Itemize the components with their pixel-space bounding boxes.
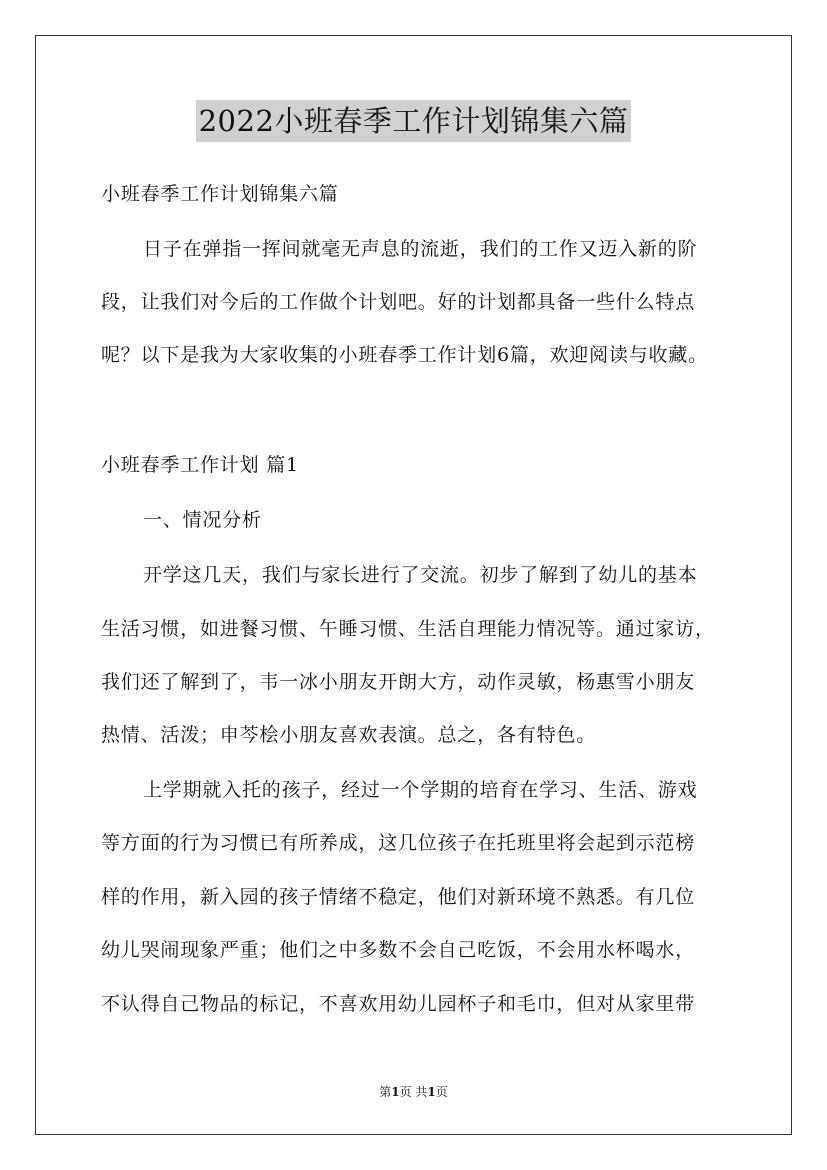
paragraph-line: 不认得自己物品的标记，不喜欢用幼儿园杯子和毛巾，但对从家里带 bbox=[101, 993, 696, 1015]
subsection-heading: 一、情况分析 bbox=[143, 509, 262, 531]
section-heading: 小班春季工作计划 篇1 bbox=[101, 454, 299, 476]
title-container bbox=[0, 100, 827, 142]
paragraph-line: 日子在弹指一挥间就毫无声息的流逝，我们的工作又迈入新的阶 bbox=[143, 238, 698, 260]
footer-page-suffix: 页 bbox=[435, 1085, 448, 1099]
footer-page-mid: 页 共 bbox=[399, 1085, 428, 1099]
paragraph-line: 样的作用，新入园的孩子情绪不稳定，他们对新环境不熟悉。有几位 bbox=[101, 886, 696, 908]
paragraph-line: 开学这几天，我们与家长进行了交流。初步了解到了幼儿的基本 bbox=[143, 564, 698, 586]
paragraph-line: 生活习惯，如进餐习惯、午睡习惯、生活自理能力情况等。通过家访， bbox=[101, 618, 715, 640]
paragraph-line: 呢？以下是我为大家收集的小班春季工作计划6篇，欢迎阅读与收藏。 bbox=[101, 344, 708, 366]
footer-page-total: 1 bbox=[427, 1085, 436, 1099]
page-footer bbox=[0, 1084, 827, 1100]
paragraph-line: 我们还了解到了，韦一冰小朋友开朗大方，动作灵敏，杨惠雪小朋友 bbox=[101, 671, 696, 693]
paragraph-line: 等方面的行为习惯已有所养成，这几位孩子在托班里将会起到示范榜 bbox=[101, 832, 696, 854]
document-title: 2022小班春季工作计划锦集六篇 bbox=[196, 100, 632, 142]
paragraph-line: 上学期就入托的孩子，经过一个学期的培育在学习、生活、游戏 bbox=[143, 779, 698, 801]
paragraph-line: 热情、活泼；申芩桧小朋友喜欢表演。总之，各有特色。 bbox=[101, 724, 597, 746]
footer-page-prefix: 第 bbox=[379, 1085, 392, 1099]
footer-page-current: 1 bbox=[391, 1085, 400, 1099]
paragraph-line: 幼儿哭闹现象严重；他们之中多数不会自己吃饭，不会用水杯喝水， bbox=[101, 939, 696, 961]
paragraph-line: 段，让我们对今后的工作做个计划吧。好的计划都具备一些什么特点 bbox=[101, 291, 696, 313]
subtitle-line: 小班春季工作计划锦集六篇 bbox=[101, 183, 339, 205]
